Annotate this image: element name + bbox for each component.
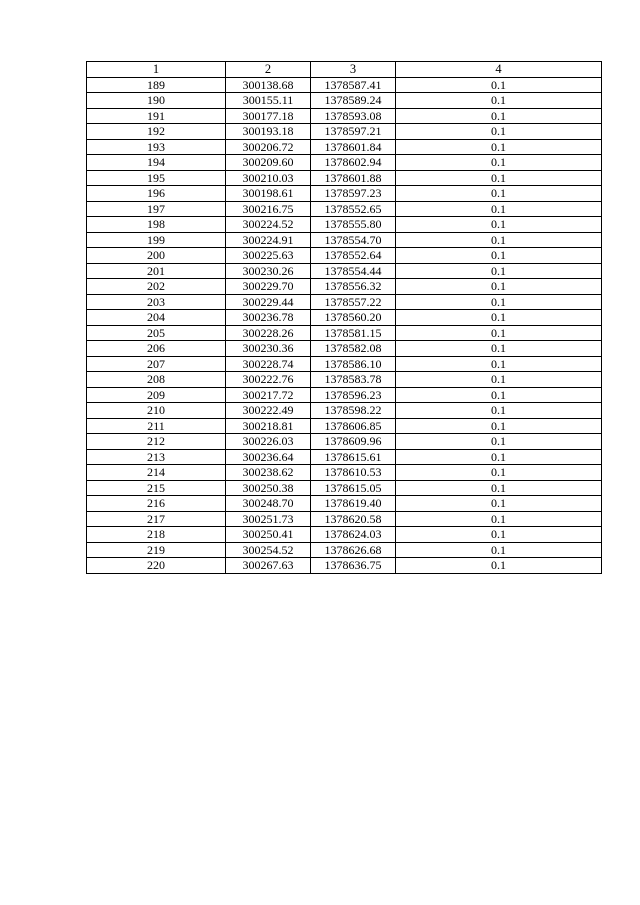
x-coordinate-cell: 300177.18 (226, 108, 311, 124)
x-coordinate-cell: 300155.11 (226, 93, 311, 109)
point-number-cell: 194 (87, 155, 226, 171)
value-cell: 0.1 (396, 511, 602, 527)
table-row (87, 496, 602, 512)
x-coordinate-cell: 300198.61 (226, 186, 311, 202)
point-number-cell: 208 (87, 372, 226, 388)
table-body (87, 77, 602, 573)
x-coordinate-cell: 300193.18 (226, 124, 311, 140)
point-number-cell: 198 (87, 217, 226, 233)
point-number-cell: 193 (87, 139, 226, 155)
point-number-cell: 211 (87, 418, 226, 434)
table-row (87, 201, 602, 217)
point-number-cell: 209 (87, 387, 226, 403)
value-cell: 0.1 (396, 542, 602, 558)
x-coordinate-cell: 300229.70 (226, 279, 311, 295)
x-coordinate-cell: 300230.36 (226, 341, 311, 357)
x-coordinate-cell: 300216.75 (226, 201, 311, 217)
value-cell: 0.1 (396, 465, 602, 481)
value-cell: 0.1 (396, 155, 602, 171)
table-row (87, 248, 602, 264)
value-cell: 0.1 (396, 294, 602, 310)
table-row (87, 387, 602, 403)
x-coordinate-cell: 300218.81 (226, 418, 311, 434)
y-coordinate-cell: 1378552.65 (311, 201, 396, 217)
y-coordinate-cell: 1378606.85 (311, 418, 396, 434)
y-coordinate-cell: 1378601.84 (311, 139, 396, 155)
y-coordinate-cell: 1378557.22 (311, 294, 396, 310)
x-coordinate-cell: 300229.44 (226, 294, 311, 310)
x-coordinate-cell: 300228.74 (226, 356, 311, 372)
y-coordinate-cell: 1378583.78 (311, 372, 396, 388)
table-row (87, 341, 602, 357)
table-row (87, 449, 602, 465)
y-coordinate-cell: 1378620.58 (311, 511, 396, 527)
point-number-cell: 196 (87, 186, 226, 202)
y-coordinate-cell: 1378624.03 (311, 527, 396, 543)
y-coordinate-cell: 1378626.68 (311, 542, 396, 558)
point-number-cell: 216 (87, 496, 226, 512)
value-cell: 0.1 (396, 170, 602, 186)
column-header-3: 3 (311, 62, 396, 78)
value-cell: 0.1 (396, 77, 602, 93)
table-row (87, 77, 602, 93)
value-cell: 0.1 (396, 279, 602, 295)
point-number-cell: 190 (87, 93, 226, 109)
point-number-cell: 215 (87, 480, 226, 496)
table-row (87, 93, 602, 109)
column-header-2: 2 (226, 62, 311, 78)
table-row (87, 108, 602, 124)
point-number-cell: 214 (87, 465, 226, 481)
table-row (87, 124, 602, 140)
table-row (87, 279, 602, 295)
y-coordinate-cell: 1378610.53 (311, 465, 396, 481)
point-number-cell: 200 (87, 248, 226, 264)
value-cell: 0.1 (396, 496, 602, 512)
y-coordinate-cell: 1378619.40 (311, 496, 396, 512)
table-row (87, 294, 602, 310)
y-coordinate-cell: 1378555.80 (311, 217, 396, 233)
value-cell: 0.1 (396, 263, 602, 279)
value-cell: 0.1 (396, 139, 602, 155)
value-cell: 0.1 (396, 418, 602, 434)
value-cell: 0.1 (396, 527, 602, 543)
y-coordinate-cell: 1378601.88 (311, 170, 396, 186)
point-number-cell: 192 (87, 124, 226, 140)
value-cell: 0.1 (396, 480, 602, 496)
x-coordinate-cell: 300238.62 (226, 465, 311, 481)
point-number-cell: 210 (87, 403, 226, 419)
y-coordinate-cell: 1378582.08 (311, 341, 396, 357)
table-row (87, 558, 602, 574)
table-header (87, 62, 602, 78)
table-row (87, 232, 602, 248)
table-row (87, 217, 602, 233)
y-coordinate-cell: 1378615.05 (311, 480, 396, 496)
value-cell: 0.1 (396, 310, 602, 326)
value-cell: 0.1 (396, 124, 602, 140)
y-coordinate-cell: 1378597.21 (311, 124, 396, 140)
value-cell: 0.1 (396, 356, 602, 372)
value-cell: 0.1 (396, 387, 602, 403)
value-cell: 0.1 (396, 325, 602, 341)
header-row (87, 62, 602, 78)
table-row (87, 511, 602, 527)
y-coordinate-cell: 1378589.24 (311, 93, 396, 109)
x-coordinate-cell: 300209.60 (226, 155, 311, 171)
x-coordinate-cell: 300236.64 (226, 449, 311, 465)
x-coordinate-cell: 300230.26 (226, 263, 311, 279)
value-cell: 0.1 (396, 434, 602, 450)
x-coordinate-cell: 300236.78 (226, 310, 311, 326)
point-number-cell: 219 (87, 542, 226, 558)
y-coordinate-cell: 1378597.23 (311, 186, 396, 202)
x-coordinate-cell: 300228.26 (226, 325, 311, 341)
value-cell: 0.1 (396, 217, 602, 233)
table-row (87, 480, 602, 496)
point-number-cell: 206 (87, 341, 226, 357)
x-coordinate-cell: 300224.91 (226, 232, 311, 248)
point-number-cell: 195 (87, 170, 226, 186)
point-number-cell: 201 (87, 263, 226, 279)
value-cell: 0.1 (396, 248, 602, 264)
point-number-cell: 207 (87, 356, 226, 372)
value-cell: 0.1 (396, 186, 602, 202)
x-coordinate-cell: 300267.63 (226, 558, 311, 574)
y-coordinate-cell: 1378552.64 (311, 248, 396, 264)
table-row (87, 155, 602, 171)
x-coordinate-cell: 300225.63 (226, 248, 311, 264)
point-number-cell: 217 (87, 511, 226, 527)
y-coordinate-cell: 1378615.61 (311, 449, 396, 465)
y-coordinate-cell: 1378587.41 (311, 77, 396, 93)
x-coordinate-cell: 300217.72 (226, 387, 311, 403)
column-header-4: 4 (396, 62, 602, 78)
point-number-cell: 204 (87, 310, 226, 326)
table-row (87, 542, 602, 558)
y-coordinate-cell: 1378636.75 (311, 558, 396, 574)
y-coordinate-cell: 1378554.44 (311, 263, 396, 279)
x-coordinate-cell: 300206.72 (226, 139, 311, 155)
table-row (87, 434, 602, 450)
point-number-cell: 191 (87, 108, 226, 124)
table-row (87, 325, 602, 341)
table-row (87, 418, 602, 434)
x-coordinate-cell: 300210.03 (226, 170, 311, 186)
column-header-1: 1 (87, 62, 226, 78)
y-coordinate-cell: 1378593.08 (311, 108, 396, 124)
value-cell: 0.1 (396, 201, 602, 217)
y-coordinate-cell: 1378581.15 (311, 325, 396, 341)
x-coordinate-cell: 300254.52 (226, 542, 311, 558)
y-coordinate-cell: 1378586.10 (311, 356, 396, 372)
point-number-cell: 203 (87, 294, 226, 310)
point-number-cell: 205 (87, 325, 226, 341)
table-row (87, 356, 602, 372)
value-cell: 0.1 (396, 341, 602, 357)
y-coordinate-cell: 1378560.20 (311, 310, 396, 326)
x-coordinate-cell: 300250.38 (226, 480, 311, 496)
x-coordinate-cell: 300226.03 (226, 434, 311, 450)
value-cell: 0.1 (396, 108, 602, 124)
table-row (87, 186, 602, 202)
point-number-cell: 202 (87, 279, 226, 295)
point-number-cell: 220 (87, 558, 226, 574)
point-number-cell: 197 (87, 201, 226, 217)
table-row (87, 263, 602, 279)
x-coordinate-cell: 300248.70 (226, 496, 311, 512)
table-row (87, 527, 602, 543)
y-coordinate-cell: 1378556.32 (311, 279, 396, 295)
value-cell: 0.1 (396, 372, 602, 388)
value-cell: 0.1 (396, 93, 602, 109)
value-cell: 0.1 (396, 449, 602, 465)
point-number-cell: 213 (87, 449, 226, 465)
y-coordinate-cell: 1378554.70 (311, 232, 396, 248)
table-row (87, 310, 602, 326)
value-cell: 0.1 (396, 558, 602, 574)
point-number-cell: 199 (87, 232, 226, 248)
coordinates-table (86, 61, 602, 574)
point-number-cell: 212 (87, 434, 226, 450)
table-row (87, 403, 602, 419)
y-coordinate-cell: 1378602.94 (311, 155, 396, 171)
x-coordinate-cell: 300250.41 (226, 527, 311, 543)
value-cell: 0.1 (396, 403, 602, 419)
x-coordinate-cell: 300224.52 (226, 217, 311, 233)
table-row (87, 372, 602, 388)
x-coordinate-cell: 300251.73 (226, 511, 311, 527)
y-coordinate-cell: 1378609.96 (311, 434, 396, 450)
y-coordinate-cell: 1378596.23 (311, 387, 396, 403)
point-number-cell: 218 (87, 527, 226, 543)
table-row (87, 465, 602, 481)
y-coordinate-cell: 1378598.22 (311, 403, 396, 419)
value-cell: 0.1 (396, 232, 602, 248)
x-coordinate-cell: 300222.49 (226, 403, 311, 419)
x-coordinate-cell: 300138.68 (226, 77, 311, 93)
table-row (87, 170, 602, 186)
table-row (87, 139, 602, 155)
x-coordinate-cell: 300222.76 (226, 372, 311, 388)
point-number-cell: 189 (87, 77, 226, 93)
